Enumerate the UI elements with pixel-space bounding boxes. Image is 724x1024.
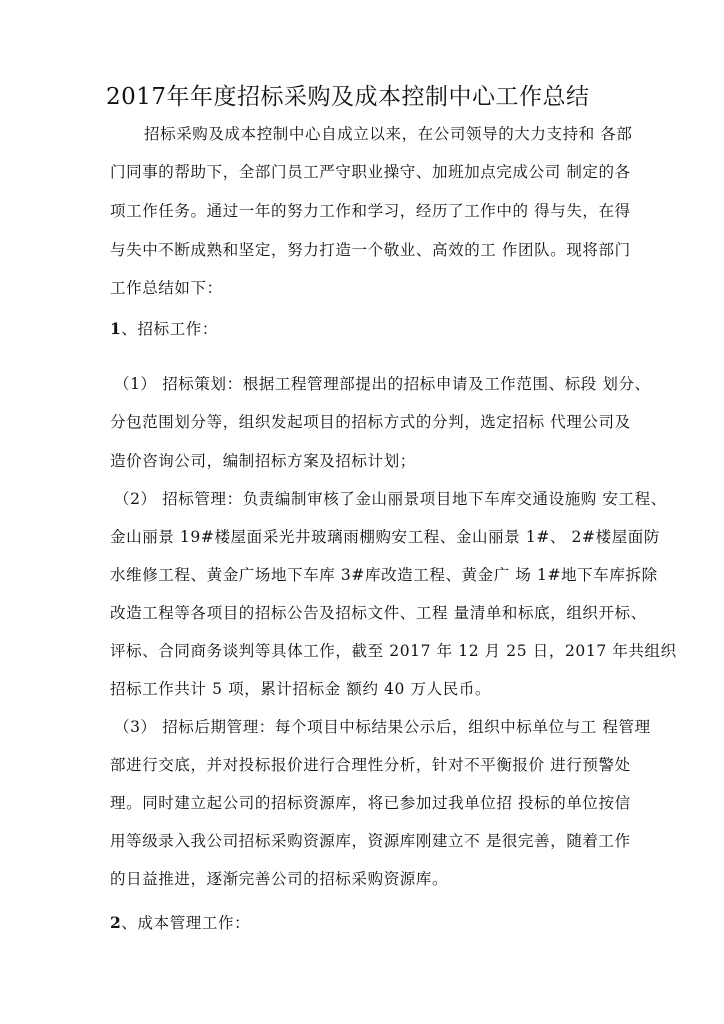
paragraph-line: 水维修工程、黄金广场地下车库 3#库改造工程、黄金广 场 1#地下车库拆除 (110, 566, 658, 584)
paragraph-line: 造价咨询公司，编制招标方案及招标计划； (110, 452, 416, 470)
paragraph-line: （2） 招标管理：负责编制审核了金山丽景项目地下车库交通设施购 安工程、 (114, 490, 667, 508)
paragraph-line: （1） 招标策划：根据工程管理部提出的招标申请及工作范围、标段 划分、 (114, 375, 651, 393)
paragraph-line: （3） 招标后期管理：每个项目中标结果公示后，组织中标单位与工 程管理 (114, 718, 651, 736)
intro-line: 项工作任务。通过一年的努力工作和学习，经历了工作中的 得与失，在得 (110, 202, 631, 220)
section-heading-1 (110, 319, 218, 339)
paragraph-line: 的日益推进，逐渐完善公司的招标采购资源库。 (110, 870, 449, 888)
paragraph-line: 理。同时建立起公司的招标资源库，将已参加过我单位招 投标的单位按信 (110, 794, 631, 812)
intro-line: 招标采购及成本控制中心自成立以来，在公司领导的大力支持和 各部 (144, 125, 633, 143)
section-label: 、成本管理工作： (121, 914, 251, 932)
paragraph-line: 招标工作共计 5 项，累计招标金 额约 40 万人民币。 (110, 680, 492, 698)
intro-line: 门同事的帮助下，全部门员工严守职业操守、加班加点完成公司 制定的各 (110, 163, 631, 181)
paragraph-line: 金山丽景 19#楼屋面采光井玻璃雨棚购安工程、金山丽景 1#、 2#楼屋面防 (110, 528, 660, 546)
intro-line: 工作总结如下： (110, 279, 223, 297)
section-number: 2 (110, 913, 122, 932)
paragraph-line: 评标、合同商务谈判等具体工作，截至 2017 年 12 月 25 日，2017 年共组织 (110, 642, 677, 660)
paragraph-line: 用等级录入我公司招标采购资源库，资源库刚建立不 是很完善，随着工作 (110, 832, 631, 850)
paragraph-line: 改造工程等各项目的招标公告及招标文件、工程 量清单和标底，组织开标、 (110, 604, 647, 622)
section-label: 、招标工作： (121, 320, 218, 338)
paragraph-line: 分包范围划分等，组织发起项目的招标方式的分判，选定招标 代理公司及 (110, 413, 631, 431)
section-heading-2 (110, 913, 250, 933)
paragraph-line: 部进行交底，并对投标报价进行合理性分析，针对不平衡报价 进行预警处 (110, 756, 631, 774)
intro-line: 与失中不断成熟和坚定，努力打造一个敬业、高效的工 作团队。现将部门 (110, 241, 631, 259)
section-number: 1 (110, 319, 122, 338)
document-title: 2017年年度招标采购及成本控制中心工作总结 (106, 84, 590, 110)
